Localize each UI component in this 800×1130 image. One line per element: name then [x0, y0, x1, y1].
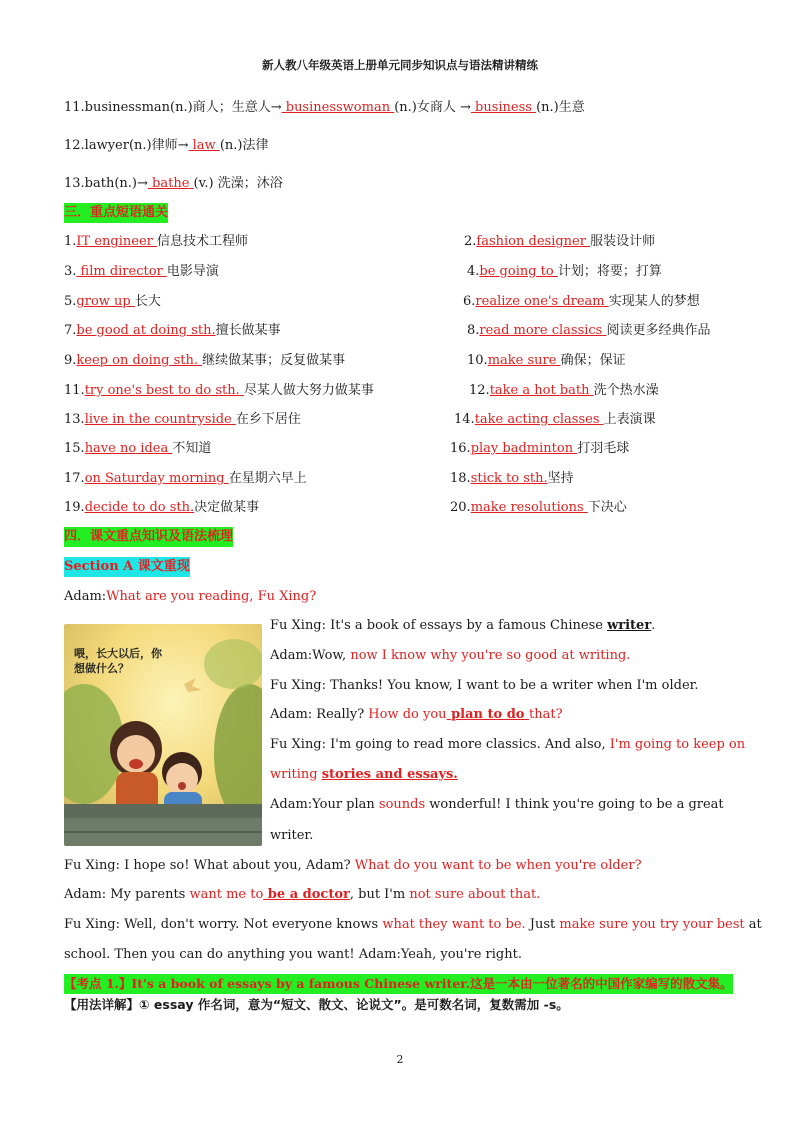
phrase-item: 7.be good at doing sth.擅长做某事 [64, 323, 281, 338]
word-answer: bathe [147, 176, 194, 191]
phrase-item: 2.fashion designer 服装设计师 [464, 234, 656, 249]
phrase-item: 15.have no idea 不知道 [64, 441, 212, 456]
section-heading-text-review: 四．课文重点知识及语法梳理 [64, 527, 233, 547]
phrase-item: 4.be going to 计划；将要；打算 [467, 264, 662, 279]
dialogue-line: Fu Xing: It's a book of essays by a famous Chinese writer. [270, 618, 656, 633]
dialogue-line: Adam:Your plan sounds wonderful! I think you're going to be a great [270, 797, 724, 812]
illustration-children [64, 624, 262, 846]
dialogue-line: Adam: My parents want me to be a doctor, but I'm not sure about that. [64, 887, 541, 902]
word-answer: businesswoman [281, 100, 395, 115]
page-header-title: 新人教八年级英语上册单元同步知识点与语法精讲精练 [262, 58, 538, 72]
dialogue-line: Fu Xing: Well, don't worry. Not everyone knows what they want to be. Just make sure you try your best at [64, 917, 762, 932]
dialogue-line: Fu Xing: I'm going to read more classics. And also, I'm going to keep on [270, 737, 746, 752]
phrase-item: 1.IT engineer 信息技术工程师 [64, 234, 249, 249]
key-point-heading: 【考点 1.】It's a book of essays by a famous Chinese writer.这是一本由一位著名的中国作家编写的散文集。 [64, 974, 733, 994]
phrase-item: 11.try one's best to do sth. 尽某人做大努力做某事 [64, 383, 374, 398]
phrase-item: 5.grow up 长大 [64, 294, 161, 309]
phrase-item: 3. film director 电影导演 [64, 264, 219, 279]
phrase-item: 18.stick to sth.坚持 [450, 471, 574, 486]
dialogue-line: Adam:What are you reading, Fu Xing? [64, 589, 317, 604]
dialogue-line: Fu Xing: Thanks! You know, I want to be a writer when I'm older. [270, 678, 699, 693]
phrase-item: 12.take a hot bath 洗个热水澡 [469, 383, 659, 398]
dialogue-line: Adam:Wow, now I know why you're so good at writing. [270, 648, 631, 663]
word-prompt: 11.businessman(n.)商人；生意人→ [64, 100, 282, 115]
phrase-item: 13.live in the countryside 在乡下居住 [64, 412, 301, 427]
word-prompt: 12.lawyer(n.)律师→ [64, 138, 189, 153]
section-subheading: Section A 课文重现 [64, 557, 190, 577]
page-number: 2 [396, 1053, 404, 1066]
dialogue-line: Adam: Really? How do you plan to do that? [270, 707, 563, 722]
phrase-item: 19.decide to do sth.决定做某事 [64, 500, 260, 515]
phrase-item: 8.read more classics 阅读更多经典作品 [467, 323, 711, 338]
illustration-caption: 喂，长大以后，你想做什么？ [74, 647, 162, 675]
dialogue-line: Fu Xing: I hope so! What about you, Adam? What do you want to be when you're older? [64, 858, 642, 873]
word-suffix: (n.)生意 [536, 100, 585, 115]
word-prompt-mid: (n.)女商人 → [394, 100, 471, 115]
section-heading-phrases: 三．重点短语通关 [64, 203, 168, 223]
phrase-item: 17.on Saturday morning 在星期六早上 [64, 471, 307, 486]
dialogue-line: school. Then you can do anything you want! Adam:Yeah, you're right. [64, 947, 522, 962]
phrase-item: 16.play badminton 打羽毛球 [450, 441, 630, 456]
word-answer: business [470, 100, 537, 115]
phrase-item: 6.realize one's dream 实现某人的梦想 [463, 294, 700, 309]
word-item-13 [64, 174, 283, 194]
word-prompt: 13.bath(n.)→ [64, 176, 148, 191]
word-suffix: (v.) 洗澡；沐浴 [193, 176, 283, 191]
dialogue-line: writing stories and essays. [270, 767, 458, 782]
word-item-12 [64, 136, 268, 156]
dialogue-line: writer. [270, 828, 314, 843]
usage-explanation: 【用法详解】① essay 作名词，意为“短文、散文、论说文”。是可数名词，复数需加 -s。 [64, 997, 569, 1012]
phrase-item: 20.make resolutions 下决心 [450, 500, 627, 515]
phrase-item: 10.make sure 确保；保证 [467, 353, 626, 368]
phrase-item: 14.take acting classes 上表演课 [454, 412, 656, 427]
word-suffix: (n.)法律 [219, 138, 269, 153]
word-item-11 [64, 98, 585, 118]
phrase-item: 9.keep on doing sth. 继续做某事；反复做某事 [64, 353, 346, 368]
word-answer: law [188, 138, 220, 153]
